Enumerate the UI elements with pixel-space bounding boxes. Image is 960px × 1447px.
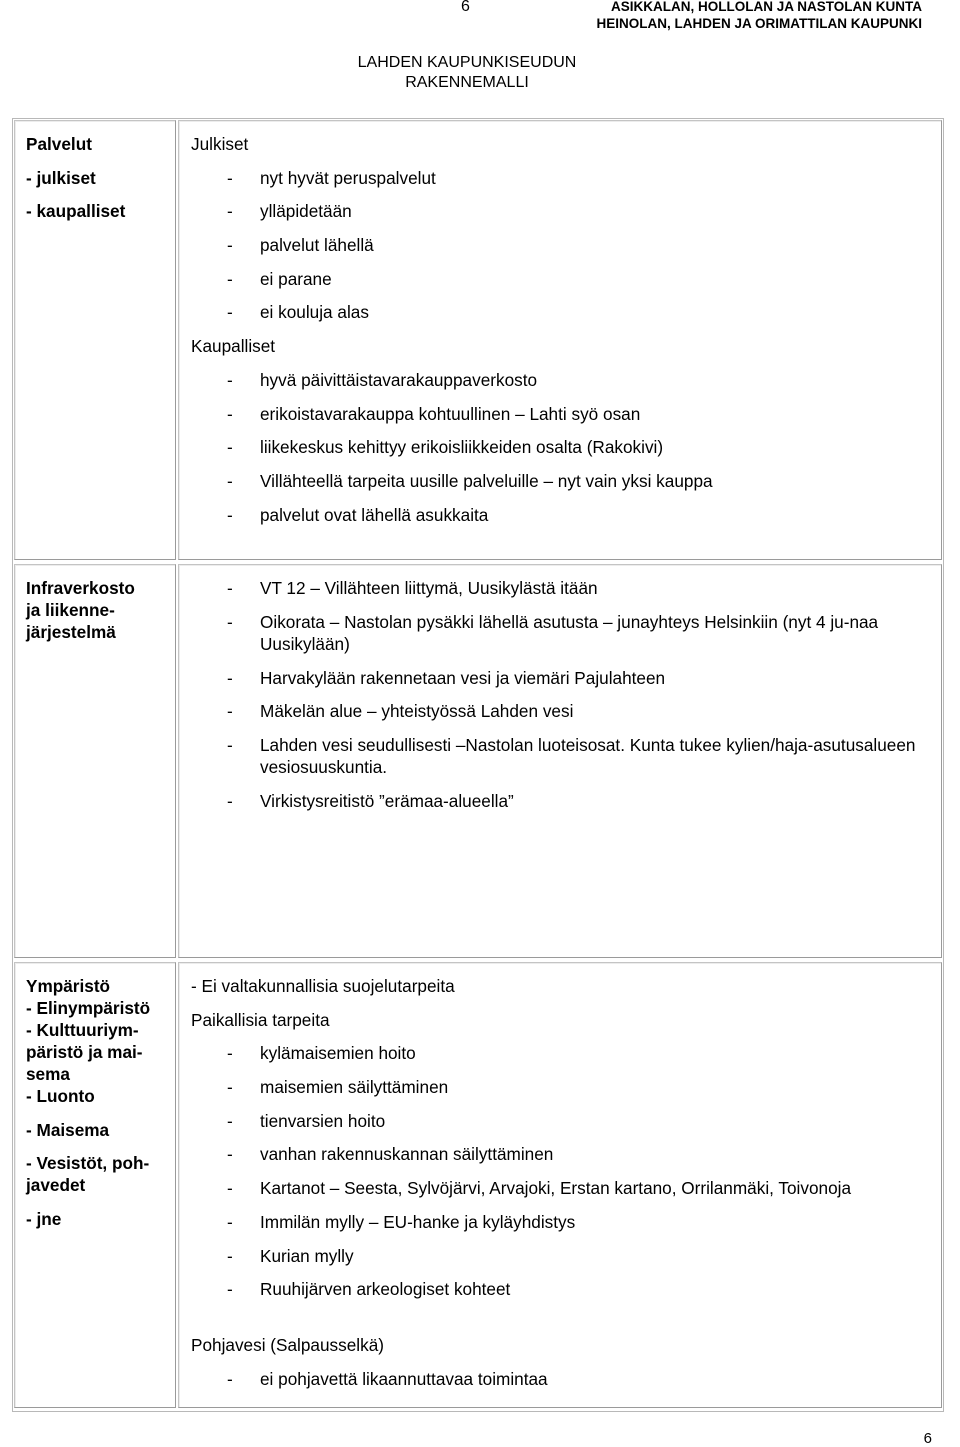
- list-item: [191, 700, 921, 734]
- list-item: [191, 234, 941, 268]
- list-item: [191, 1278, 941, 1312]
- row-label-line: Palvelut: [26, 134, 92, 154]
- list-item-text: Villähteellä tarpeita uusille palveluille – nyt vain yksi kauppa: [260, 470, 713, 491]
- row-label-line: ja liikenne-: [26, 600, 115, 620]
- list-item-text: nyt hyvät peruspalvelut: [260, 167, 436, 188]
- list-dash: -: [227, 791, 233, 812]
- list-item: [191, 734, 921, 790]
- row-label-line: javedet: [26, 1175, 86, 1195]
- list-item-text: Immilän mylly – EU-hanke ja kyläyhdistys: [260, 1211, 576, 1232]
- list-item-text: erikoistavarakauppa kohtuullinen – Lahti syö osan: [260, 403, 641, 424]
- subheading: - Ei valtakunnallisia suojelutarpeita: [191, 976, 455, 996]
- list-item-text: Lahden vesi seudullisesti –Nastolan luoteisosat. Kunta tukee kylien/haja-asutusalueen vesiosuuskuntia.: [260, 735, 916, 778]
- list-item: [191, 504, 941, 538]
- list-dash: -: [227, 1211, 233, 1232]
- row-content-ymparisto: [178, 962, 942, 1408]
- list-item: [191, 1143, 941, 1177]
- list-dash: -: [227, 735, 233, 756]
- row-label-line: sema: [26, 1064, 70, 1084]
- list-item: [191, 577, 921, 611]
- list-item-text: Kurian mylly: [260, 1245, 354, 1266]
- list-item: [191, 1076, 941, 1110]
- row-label-line: päristö ja mai-: [26, 1042, 143, 1062]
- list-item: [191, 1211, 941, 1245]
- list-item-text: Virkistysreitistö ”erämaa-alueella”: [260, 791, 514, 812]
- list-dash: -: [227, 201, 233, 222]
- document-title-line-2: RAKENNEMALLI: [405, 74, 529, 91]
- list-item-text: palvelut lähellä: [260, 235, 374, 256]
- list-item: [191, 611, 921, 667]
- list-item-text: Oikorata – Nastolan pysäkki lähellä asutusta – junayhteys Helsinkiin (nyt 4 ju-naa Uusikylään): [260, 611, 879, 654]
- subheading: Julkiset: [191, 134, 249, 154]
- list-dash: -: [227, 1279, 233, 1300]
- row-label-line: - julkiset: [26, 167, 96, 188]
- row-label-line: - Maisema: [26, 1119, 110, 1140]
- list-item: [191, 1368, 941, 1402]
- list-item-text: Ruuhijärven arkeologiset kohteet: [260, 1279, 511, 1300]
- list-dash: -: [227, 1144, 233, 1165]
- list-item-text: Harvakylään rakennetaan vesi ja viemäri Pajulahteen: [260, 667, 666, 688]
- municipality-header: [597, 0, 923, 32]
- list-dash: -: [227, 437, 233, 458]
- row-label-palvelut: [14, 120, 176, 560]
- list-item: [191, 200, 941, 234]
- list-dash: -: [227, 235, 233, 256]
- row-content-infra: [178, 564, 942, 958]
- row-label-line: Infraverkosto: [26, 578, 135, 598]
- list-dash: -: [227, 302, 233, 323]
- list-item-text: palvelut ovat lähellä asukkaita: [260, 504, 489, 525]
- list-item: [191, 1177, 941, 1211]
- list-item-text: kylämaisemien hoito: [260, 1043, 416, 1064]
- list-item: [191, 369, 941, 403]
- row-label-line: - jne: [26, 1208, 62, 1229]
- row-label-infra: [14, 564, 176, 958]
- list-dash: -: [227, 1043, 233, 1064]
- list-dash: -: [227, 578, 233, 598]
- subheading: Paikallisia tarpeita: [191, 1009, 330, 1030]
- list-dash: -: [227, 611, 233, 632]
- list-item-text: ylläpidetään: [260, 201, 352, 222]
- row-label-line: - kaupalliset: [26, 201, 126, 221]
- row-label-line: - Luonto: [26, 1086, 95, 1106]
- list-dash: -: [227, 268, 233, 289]
- list-item-text: VT 12 – Villähteen liittymä, Uusikylästä itään: [260, 578, 598, 598]
- list-item: [191, 667, 921, 701]
- list-item: [191, 1110, 941, 1144]
- municipality-line-2: HEINOLAN, LAHDEN JA ORIMATTILAN KAUPUNKI: [596, 16, 922, 31]
- municipality-line-1: ASIKKALAN, HOLLOLAN JA NASTOLAN KUNTA: [611, 0, 922, 14]
- list-dash: -: [227, 470, 233, 491]
- list-dash: -: [227, 1077, 233, 1098]
- row-label-ymparisto: [14, 962, 176, 1408]
- list-item: [191, 470, 941, 504]
- document-title: [0, 53, 934, 93]
- row-label-line: - Vesistöt, poh-: [26, 1153, 150, 1173]
- list-item: [191, 1245, 941, 1279]
- list-item-text: liikekeskus kehittyy erikoisliikkeiden osalta (Rakokivi): [260, 437, 664, 458]
- page-number-top: 6: [461, 0, 470, 15]
- list-dash: -: [227, 403, 233, 424]
- row-label-line: Ympäristö: [26, 976, 111, 996]
- list-dash: -: [227, 504, 233, 525]
- list-item-text: hyvä päivittäistavarakauppaverkosto: [260, 369, 538, 390]
- list-item: [191, 301, 941, 335]
- page-number-bottom: 6: [923, 1430, 932, 1447]
- list-dash: -: [227, 1110, 233, 1131]
- list-item-text: ei pohjavettä likaannuttavaa toimintaa: [260, 1368, 548, 1389]
- list-dash: -: [227, 667, 233, 688]
- list-item: [191, 1042, 941, 1076]
- list-dash: -: [227, 701, 233, 722]
- list-dash: -: [227, 1245, 233, 1266]
- row-label-line: - Elinympäristö: [26, 998, 151, 1018]
- subheading: Kaupalliset: [191, 336, 276, 357]
- list-item: [191, 268, 941, 302]
- list-item-text: tienvarsien hoito: [260, 1110, 386, 1131]
- list-item-text: maisemien säilyttäminen: [260, 1077, 449, 1098]
- row-content-palvelut: [178, 120, 942, 560]
- list-item-text: vanhan rakennuskannan säilyttäminen: [260, 1144, 554, 1165]
- list-item-text: ei parane: [260, 268, 332, 289]
- list-item: [191, 436, 941, 470]
- list-item: [191, 403, 941, 437]
- list-item: [191, 167, 941, 201]
- list-item-text: Kartanot – Seesta, Sylvöjärvi, Arvajoki, Erstan kartano, Orrilanmäki, Toivonoja: [260, 1178, 852, 1199]
- list-dash: -: [227, 369, 233, 390]
- list-item-text: ei kouluja alas: [260, 302, 369, 323]
- list-dash: -: [227, 1368, 233, 1389]
- list-item-text: Mäkelän alue – yhteistyössä Lahden vesi: [260, 701, 574, 722]
- document-title-line-1: LAHDEN KAUPUNKISEUDUN: [357, 54, 577, 71]
- row-label-line: - Kulttuuriym-: [26, 1020, 139, 1040]
- row-label-line: järjestelmä: [26, 622, 116, 642]
- list-dash: -: [227, 167, 233, 188]
- list-item: [191, 790, 921, 824]
- subheading: Pohjavesi (Salpausselkä): [191, 1334, 384, 1355]
- list-dash: -: [227, 1178, 233, 1199]
